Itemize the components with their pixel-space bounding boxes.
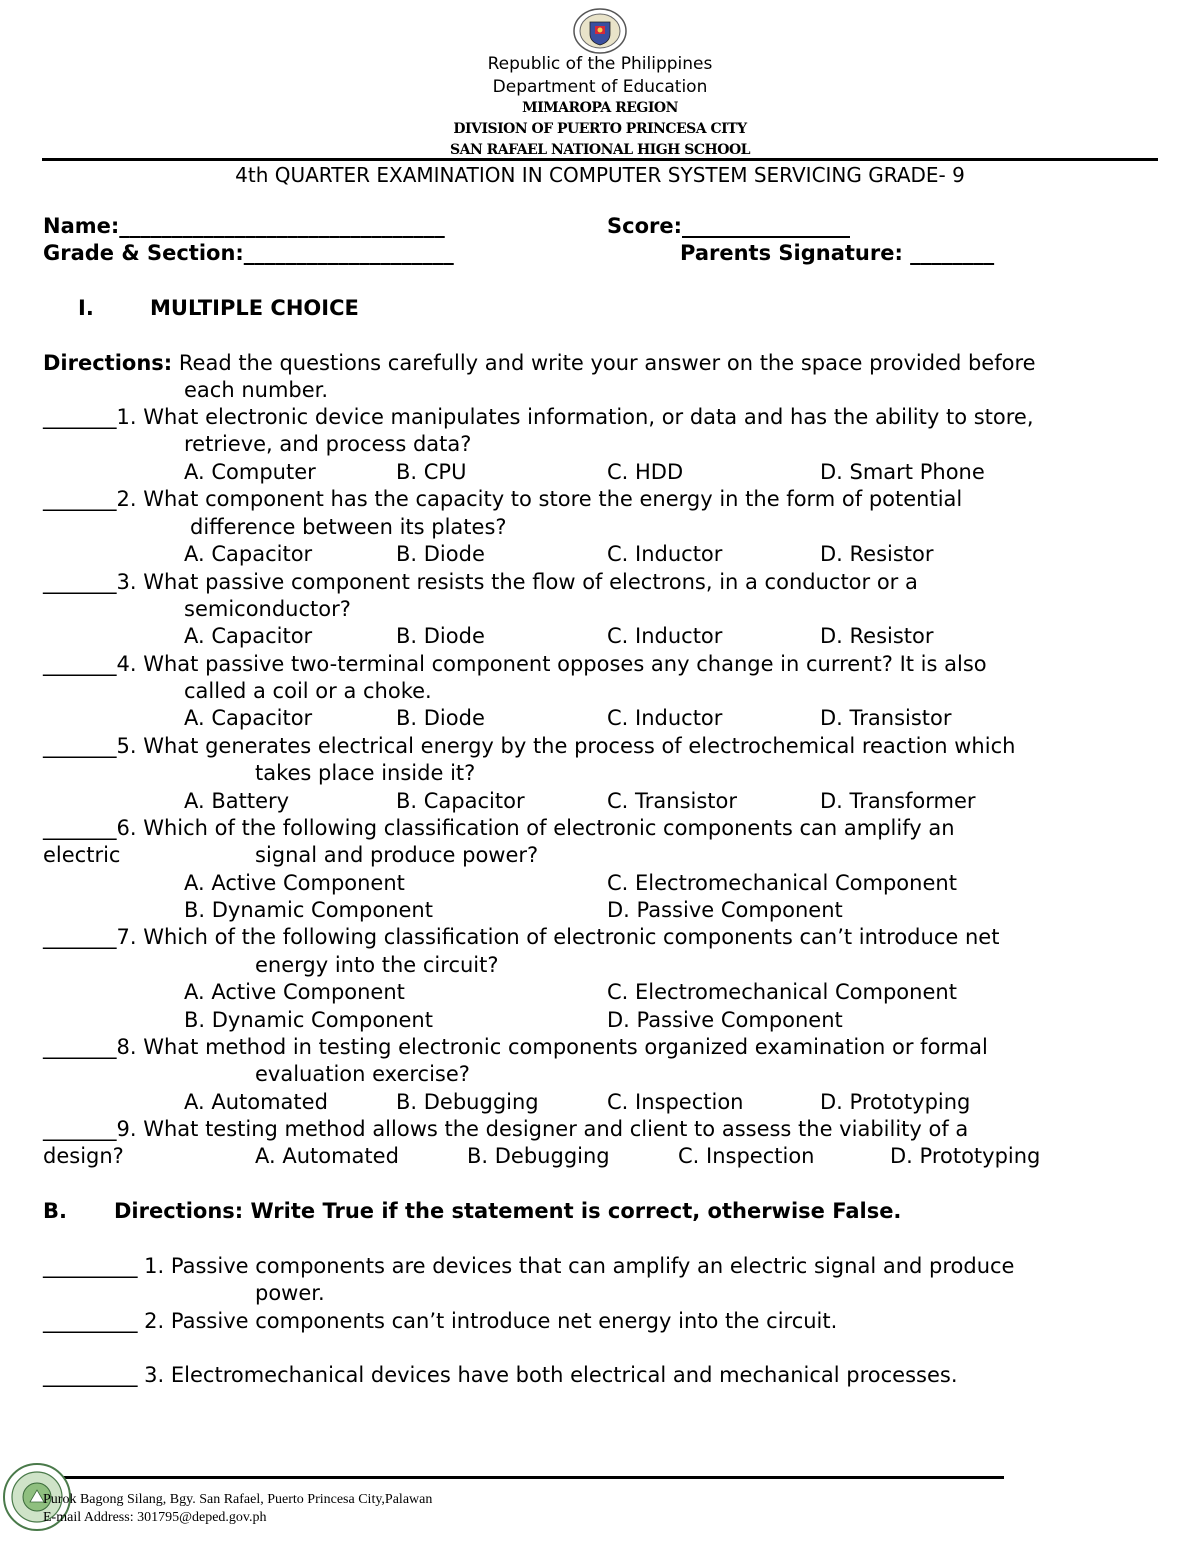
section1-directions-cont: each number.	[184, 378, 329, 402]
true-false-3: _________ 3. Electromechanical devices have both electrical and mechanical processes.	[43, 1363, 958, 1387]
q8-choice-c: C. Inspection	[607, 1090, 744, 1114]
true-false-1-cont: power.	[255, 1281, 325, 1305]
q5-choice-d: D. Transformer	[820, 789, 976, 813]
q1-choice-a: A. Computer	[184, 460, 316, 484]
header-republic: Republic of the Philippines	[487, 54, 713, 74]
question-5-cont: takes place inside it?	[255, 761, 476, 785]
q4-choice-b: B. Diode	[396, 706, 485, 730]
exam-title: 4th QUARTER EXAMINATION IN COMPUTER SYSTEM SERVICING GRADE- 9	[235, 163, 965, 187]
directions-label: Directions:	[43, 351, 173, 375]
q2-choice-c: C. Inductor	[607, 542, 723, 566]
directions-text: Read the questions carefully and write your answer on the space provided before	[172, 351, 1036, 375]
section2-letter: B.	[43, 1199, 67, 1223]
q6-choice-b: B. Dynamic Component	[184, 898, 433, 922]
true-false-1: _________ 1. Passive components are devices that can amplify an electric signal and produce	[43, 1254, 1015, 1278]
q2-choice-b: B. Diode	[396, 542, 485, 566]
header-divider	[42, 158, 1158, 161]
question-6: _______6. Which of the following classification of electronic components can amplify an	[43, 816, 955, 840]
grade-section-field[interactable]: Grade & Section:____________________	[43, 241, 454, 265]
q5-choice-c: C. Transistor	[607, 789, 737, 813]
footer-address: Purok Bagong Silang, Bgy. San Rafael, Puerto Princesa City,Palawan	[43, 1492, 433, 1507]
header-region: MIMAROPA REGION	[522, 100, 678, 116]
q3-choice-b: B. Diode	[396, 624, 485, 648]
q8-choice-b: B. Debugging	[396, 1090, 539, 1114]
question-3: _______3. What passive component resists the flow of electrons, in a conductor or a	[43, 570, 918, 594]
q6-choice-d: D. Passive Component	[607, 898, 843, 922]
q5-choice-b: B. Capacitor	[396, 789, 525, 813]
question-2: _______2. What component has the capacity to store the energy in the form of potential	[43, 487, 963, 511]
q9-choice-b: B. Debugging	[467, 1144, 610, 1168]
header-division: DIVISION OF PUERTO PRINCESA CITY	[453, 121, 747, 137]
q3-choice-c: C. Inductor	[607, 624, 723, 648]
q9-choice-d: D. Prototyping	[890, 1144, 1041, 1168]
question-1-cont: retrieve, and process data?	[184, 432, 472, 456]
q9-choice-c: C. Inspection	[678, 1144, 815, 1168]
section2-directions: Directions: Write True if the statement is correct, otherwise False.	[114, 1199, 902, 1223]
score-field[interactable]: Score:________________	[607, 214, 850, 238]
section1-directions	[43, 350, 1036, 377]
question-9: _______9. What testing method allows the designer and client to assess the viability of a	[43, 1117, 969, 1141]
q3-choice-a: A. Capacitor	[184, 624, 313, 648]
q8-choice-a: A. Automated	[184, 1090, 328, 1114]
question-8-cont: evaluation exercise?	[255, 1062, 470, 1086]
q7-choice-a: A. Active Component	[184, 980, 405, 1004]
section1-numeral: I.	[78, 296, 94, 320]
parents-signature-field[interactable]: Parents Signature: ________	[680, 241, 995, 265]
question-5: _______5. What generates electrical energy by the process of electrochemical reaction which	[43, 734, 1016, 758]
question-9-cont-lead: design?	[43, 1144, 124, 1168]
q7-choice-b: B. Dynamic Component	[184, 1008, 433, 1032]
question-2-cont: difference between its plates?	[190, 515, 507, 539]
q6-choice-c: C. Electromechanical Component	[607, 871, 957, 895]
deped-seal-icon	[573, 8, 627, 54]
true-false-2: _________ 2. Passive components can’t introduce net energy into the circuit.	[43, 1309, 838, 1333]
question-4: _______4. What passive two-terminal component opposes any change in current? It is also	[43, 652, 987, 676]
section1-title: MULTIPLE CHOICE	[150, 296, 359, 320]
name-field[interactable]: Name:_______________________________	[43, 214, 445, 238]
q9-choice-a: A. Automated	[255, 1144, 399, 1168]
q4-choice-d: D. Transistor	[820, 706, 952, 730]
q4-choice-a: A. Capacitor	[184, 706, 313, 730]
q2-choice-d: D. Resistor	[820, 542, 934, 566]
q8-choice-d: D. Prototyping	[820, 1090, 971, 1114]
q7-choice-d: D. Passive Component	[607, 1008, 843, 1032]
footer-divider	[60, 1476, 1004, 1479]
question-4-cont: called a coil or a choke.	[184, 679, 432, 703]
q2-choice-a: A. Capacitor	[184, 542, 313, 566]
question-3-cont: semiconductor?	[184, 597, 351, 621]
question-7: _______7. Which of the following classification of electronic components can’t introduce net	[43, 925, 1000, 949]
header-department: Department of Education	[492, 77, 708, 97]
question-6-cont-lead: electric	[43, 843, 121, 867]
q5-choice-a: A. Battery	[184, 789, 290, 813]
question-8: _______8. What method in testing electronic components organized examination or formal	[43, 1035, 988, 1059]
q1-choice-c: C. HDD	[607, 460, 684, 484]
q4-choice-c: C. Inductor	[607, 706, 723, 730]
footer-email: E-mail Address: 301795@deped.gov.ph	[43, 1510, 267, 1525]
q7-choice-c: C. Electromechanical Component	[607, 980, 957, 1004]
q6-choice-a: A. Active Component	[184, 871, 405, 895]
question-1: _______1. What electronic device manipulates information, or data and has the ability to store,	[43, 405, 1034, 429]
q1-choice-b: B. CPU	[396, 460, 467, 484]
q3-choice-d: D. Resistor	[820, 624, 934, 648]
question-7-cont: energy into the circuit?	[255, 953, 499, 977]
question-6-cont: signal and produce power?	[255, 843, 539, 867]
q1-choice-d: D. Smart Phone	[820, 460, 985, 484]
header-school: SAN RAFAEL NATIONAL HIGH SCHOOL	[450, 142, 750, 158]
